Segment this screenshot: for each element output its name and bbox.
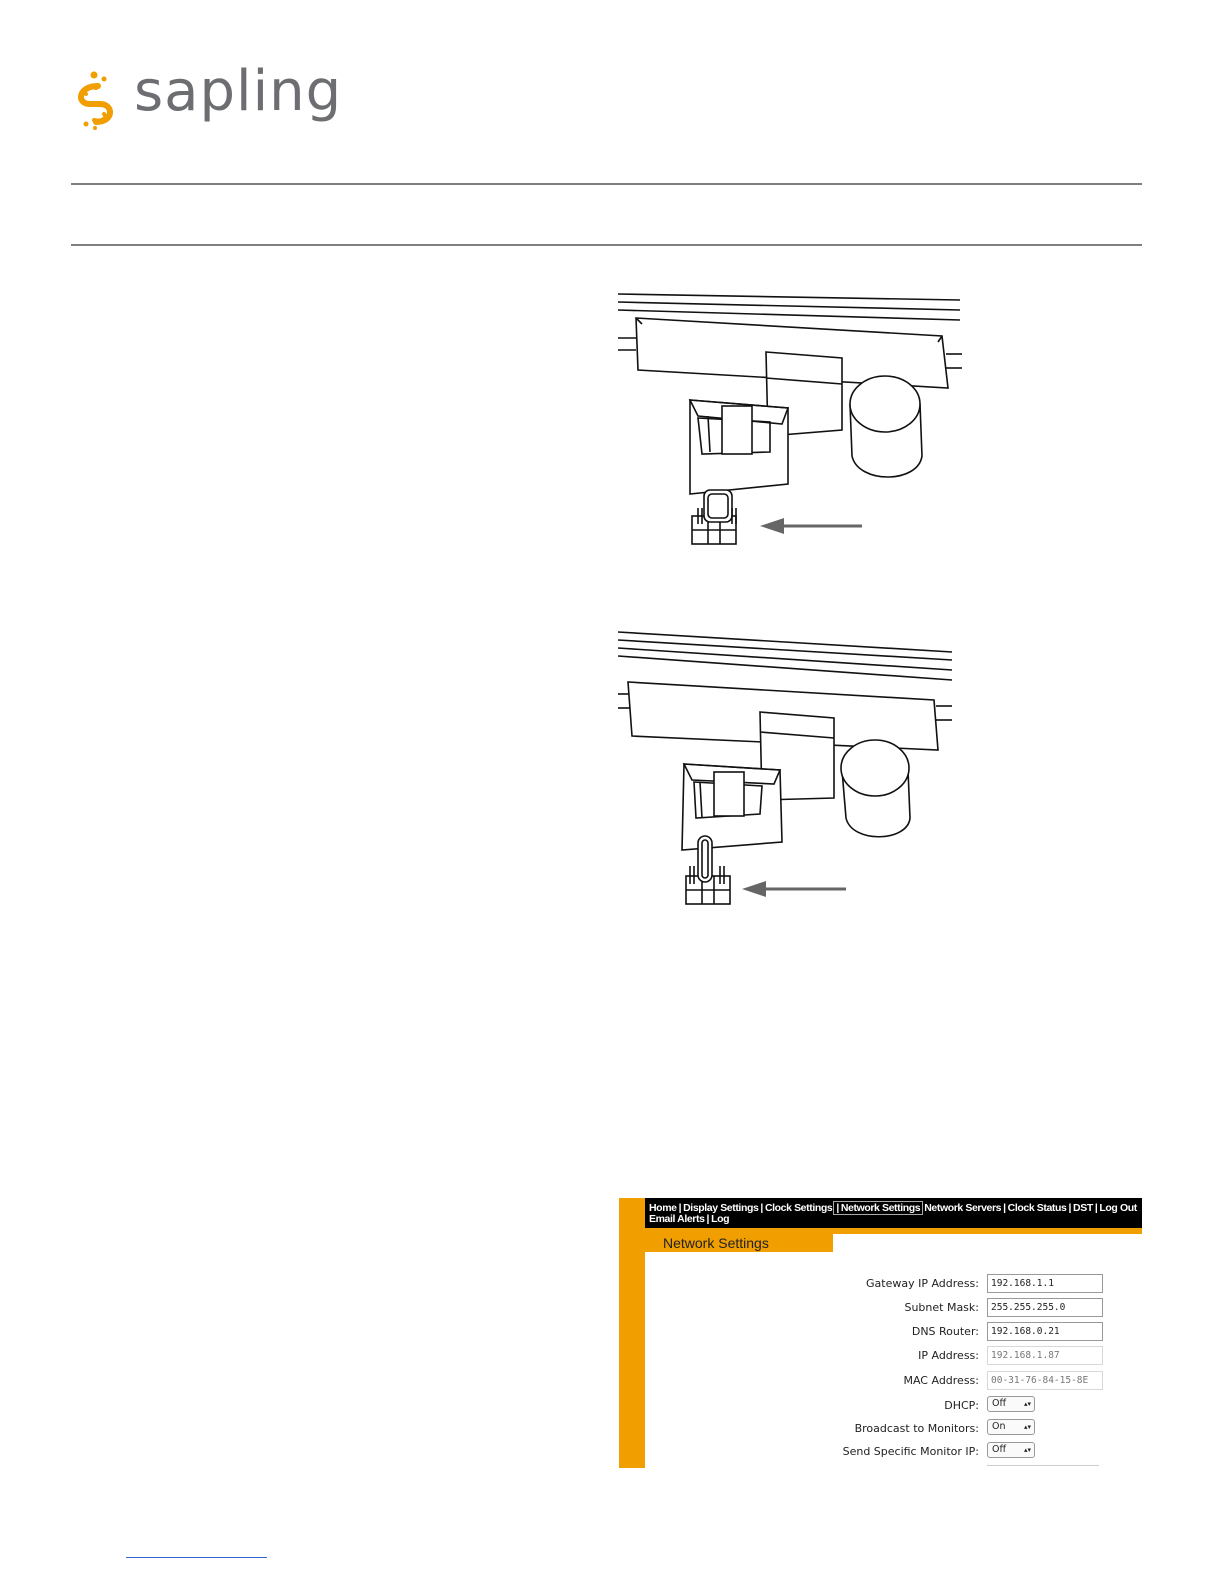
field-subnet-mask (819, 1298, 1139, 1318)
section-title: Network Settings (663, 1235, 769, 1251)
nav-separator: | (706, 1213, 710, 1225)
nav-row-2 (649, 1213, 729, 1225)
nav-separator: | (1003, 1202, 1006, 1214)
jumper-header-diagram-2 (612, 628, 972, 912)
nav-separator: | (678, 1202, 682, 1214)
nav-network-settings[interactable] (833, 1201, 923, 1215)
field-label: MAC Address: (903, 1374, 979, 1387)
gateway-ip-input[interactable]: 192.168.1.1 (987, 1274, 1103, 1293)
nav-home[interactable]: Home (649, 1202, 677, 1214)
field-label: DHCP: (944, 1399, 979, 1412)
nav-dst[interactable]: DST (1073, 1202, 1093, 1214)
footer-link-underline[interactable] (126, 1557, 267, 1558)
mac-address-field: 00-31-76-84-15-8E (987, 1371, 1103, 1390)
select-arrows-icon: ▴▾ (1023, 1400, 1031, 1408)
nav-separator: | (1094, 1202, 1098, 1214)
broadcast-value: On (992, 1421, 1006, 1432)
field-dhcp (819, 1396, 1139, 1416)
field-label: Gateway IP Address: (866, 1277, 979, 1290)
field-send-monitor-ip (819, 1442, 1139, 1462)
top-nav (645, 1198, 1142, 1228)
send-monitor-value: Off (992, 1444, 1007, 1455)
nav-separator: | (760, 1202, 763, 1214)
field-label: Broadcast to Monitors: (854, 1422, 979, 1435)
nav-email-alerts[interactable]: Email Alerts (649, 1213, 705, 1225)
broadcast-monitors-select[interactable] (987, 1419, 1035, 1435)
arrow-left-icon (760, 518, 862, 534)
nav-separator: | (836, 1202, 839, 1214)
nav-clock-status[interactable]: Clock Status (1007, 1202, 1067, 1214)
field-label: Send Specific Monitor IP: (842, 1445, 979, 1458)
send-monitor-ip-select[interactable] (987, 1442, 1035, 1458)
field-dns-router (819, 1322, 1139, 1342)
header-rule-bottom (71, 244, 1142, 246)
nav-network-servers[interactable]: Network Servers (924, 1202, 1002, 1214)
field-broadcast-monitors (819, 1419, 1139, 1439)
field-mac-address (819, 1371, 1139, 1391)
dns-router-input[interactable]: 192.168.0.21 (987, 1322, 1103, 1341)
dhcp-select[interactable] (987, 1396, 1035, 1412)
ip-address-field: 192.168.1.87 (987, 1346, 1103, 1365)
nav-separator: | (1068, 1202, 1072, 1214)
select-arrows-icon: ▴▾ (1023, 1423, 1031, 1431)
field-ip-address (819, 1346, 1139, 1366)
subnet-mask-input[interactable]: 255.255.255.0 (987, 1298, 1103, 1317)
field-label: IP Address: (918, 1349, 979, 1362)
field-label: Subnet Mask: (904, 1301, 979, 1314)
field-label: DNS Router: (911, 1325, 979, 1338)
arrow-left-icon (742, 881, 846, 897)
header-rule-top (71, 183, 1142, 185)
left-accent-bar (619, 1198, 645, 1468)
jumper-header-diagram-1 (612, 288, 972, 558)
sapling-logo-icon (68, 70, 124, 130)
network-settings-screenshot (619, 1198, 1142, 1468)
nav-display-settings[interactable]: Display Settings (683, 1202, 759, 1214)
nav-clock-settings[interactable]: Clock Settings (764, 1202, 833, 1214)
field-gateway-ip (819, 1274, 1139, 1294)
dhcp-value: Off (992, 1398, 1007, 1409)
nav-log-out[interactable]: Log Out (1099, 1202, 1137, 1214)
brand-name: sapling (134, 59, 343, 124)
select-arrows-icon: ▴▾ (1023, 1446, 1031, 1454)
nav-log[interactable]: Log (711, 1213, 730, 1225)
nav-network-settings-label: Network Settings (840, 1202, 921, 1214)
cut-off-field-edge (987, 1465, 1099, 1466)
